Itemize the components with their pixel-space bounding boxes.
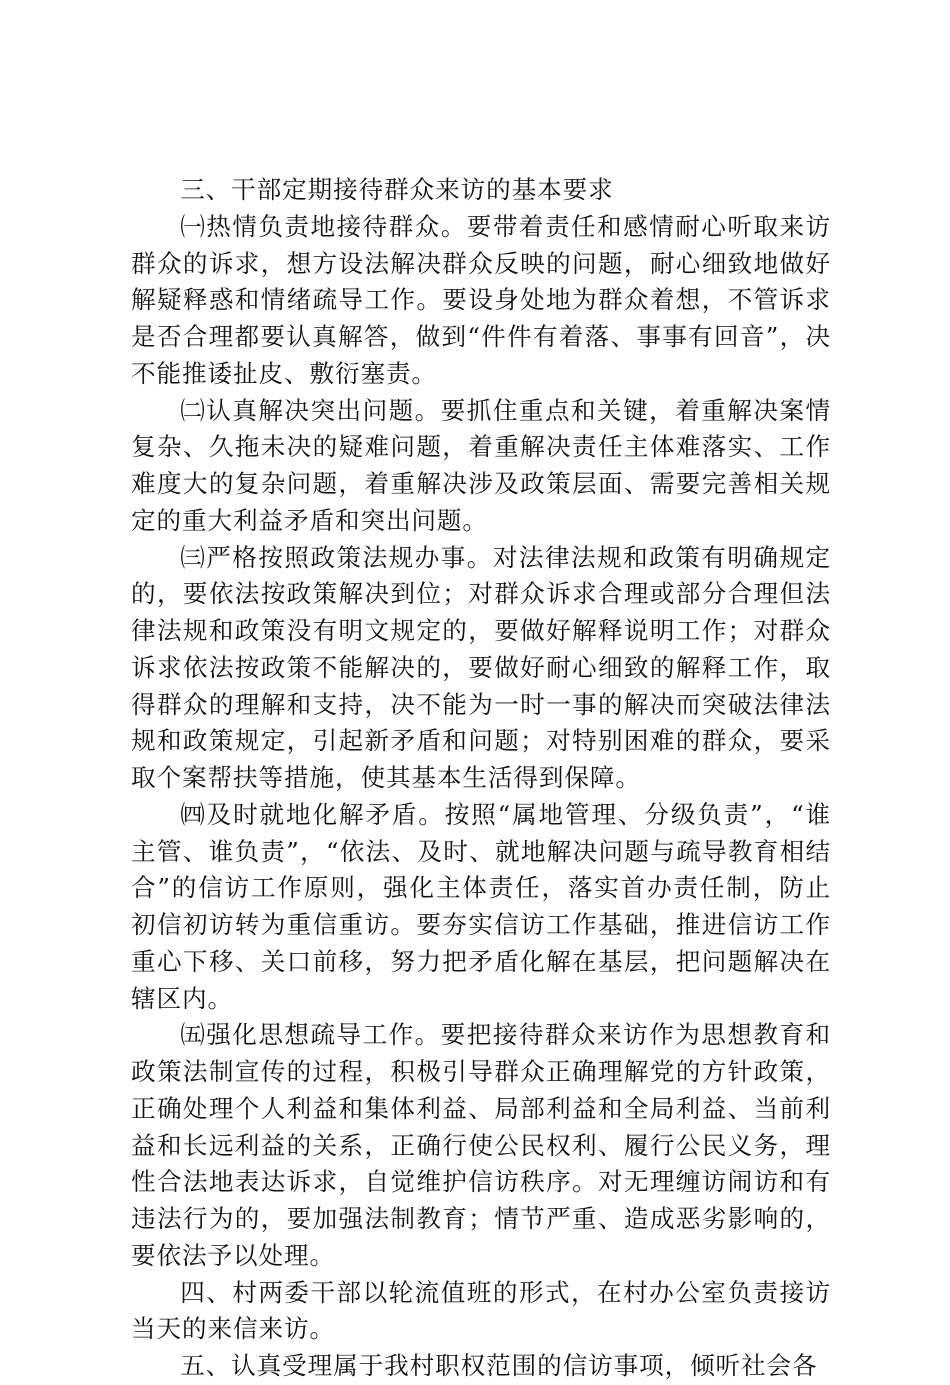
document-body [131,172,831,1385]
paragraph-1: ㈠热情负责地接待群众。要带着责任和感情耐心听取来访群众的诉求，想方设法解决群众反映的问题，耐心细致地做好解疑释惑和情绪疏导工作。要设身处地为群众着想，不管诉求是否合理都要认真解答，做到“件件有着落、事事有回音”，决不能推诿扯皮、敷衍塞责。 [131,211,831,388]
paragraph-2: ㈡认真解决突出问题。要抓住重点和关键，着重解决案情复杂、久拖未决的疑难问题，着重解决责任主体难落实、工作难度大的复杂问题，着重解决涉及政策层面、需要完善相关规定的重大利益矛盾和突出问题。 [131,395,831,535]
section-item-4: 四、村两委干部以轮流值班的形式，在村办公室负责接访当天的来信来访。 [131,1277,831,1344]
paragraph-4: ㈣及时就地化解矛盾。按照“属地管理、分级负责”，“谁主管、谁负责”，“依法、及时、就地解决问题与疏导教育相结合”的信访工作原则，强化主体责任，落实首办责任制，防止初信初访转为重信重访。要夯实信访工作基础，推进信访工作重心下移、关口前移，努力把矛盾化解在基层，把问题解决在辖区内。 [131,799,831,1013]
paragraph-3: ㈢严格按照政策法规办事。对法律法规和政策有明确规定的，要依法按政策解决到位；对群众诉求合理或部分合理但法律法规和政策没有明文规定的，要做好解释说明工作；对群众诉求依法按政策不能解决的，要做好耐心细致的解释工作，取得群众的理解和支持，决不能为一时一事的解决而突破法律法规和政策规定，引起新矛盾和问题；对特别困难的群众，要采取个案帮扶等措施，使其基本生活得到保障。 [131,542,831,792]
section-item-5: 五、认真受理属于我村职权范围的信访事项，倾听社会各 [180,1351,818,1380]
section-heading: 三、干部定期接待群众来访的基本要求 [180,175,614,204]
paragraph-5: ㈤强化思想疏导工作。要把接待群众来访作为思想教育和政策法制宣传的过程，积极引导群众正确理解党的方针政策，正确处理个人利益和集体利益、局部利益和全局利益、当前利益和长远利益的关系，正确行使公民权利、履行公民义务，理性合法地表达诉求，自觉维护信访秩序。对无理缠访闹访和有违法行为的，要加强法制教育；情节严重、造成恶劣影响的，要依法予以处理。 [131,1020,831,1270]
